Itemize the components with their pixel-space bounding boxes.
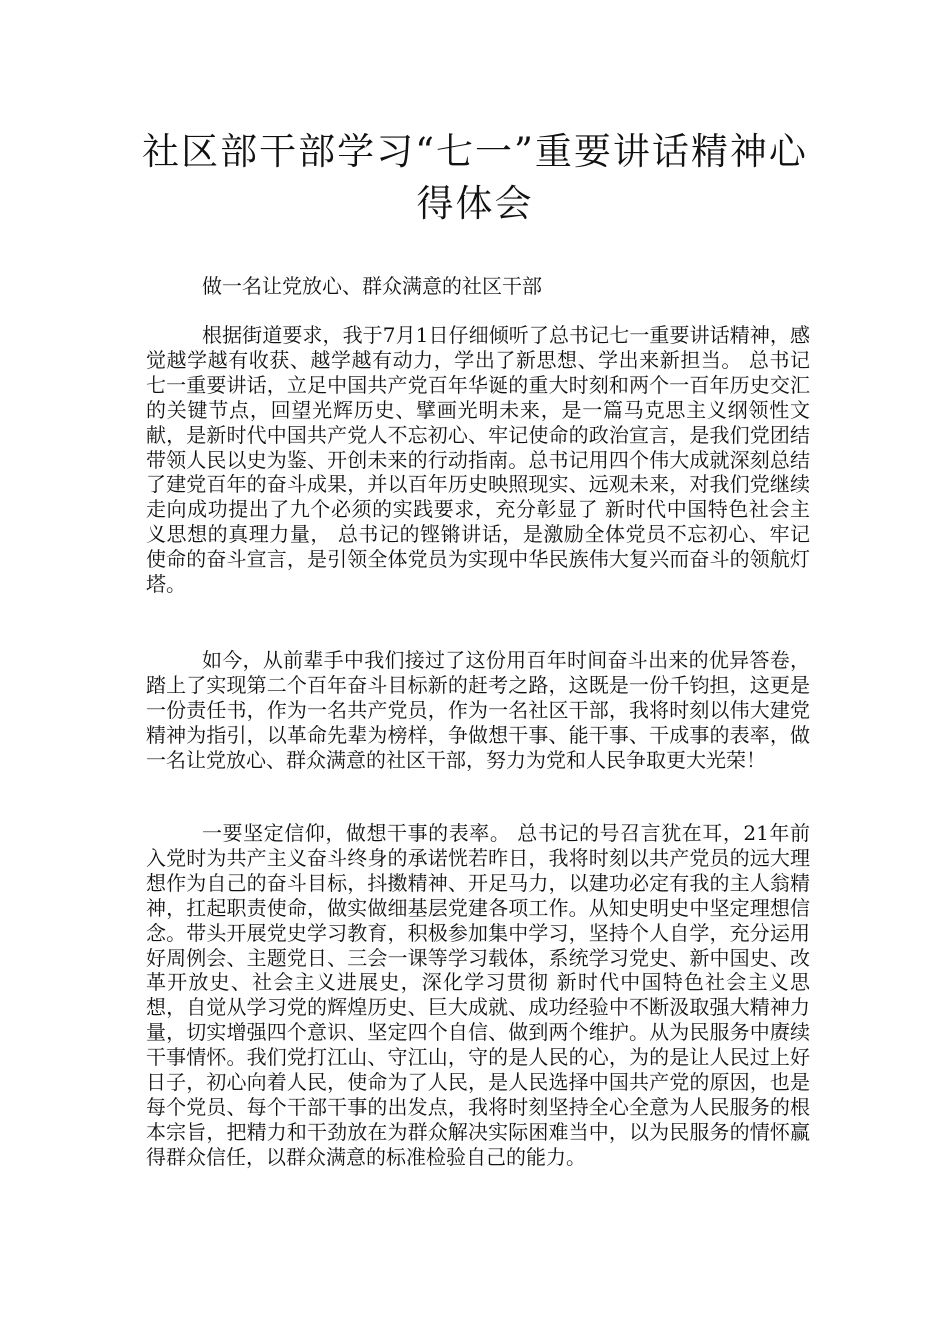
document-subtitle: 做一名让党放心、群众满意的社区干部 bbox=[202, 274, 542, 298]
paragraph-1: 根据街道要求，我于7月1日仔细倾听了总书记七一重要讲话精神，感觉越学越有收获、越学越有动力，学出了新思想、学出来新担当。 总书记七一重要讲话，立足中国共产党百年华诞的重大时刻和两个一百年历史交汇的关键节点，回望光辉历史、擘画光明未来，是一篇马克思主义纲领性文献，是新时代中国共产党人不忘初心、牢记使命的政治宣言，是我们党团结带领人民以史为鉴、开创未来的行动指南。总书记用四个伟大成就深刻总结了建党百年的奋斗成果，并以百年历史映照现实、远观未来，对我们党继续走向成功提出了九个必须的实践要求，充分彰显了 新时代中国特色社会主义思想的真理力量， 总书记的铿锵讲话，是激励全体党员不忘初心、牢记使命的奋斗宣言，是引领全体党员为实现中华民族伟大复兴而奋斗的领航灯塔。 bbox=[146, 323, 810, 597]
paragraph-3: 一要坚定信仰，做想干事的表率。 总书记的号召言犹在耳，21年前入党时为共产主义奋斗终身的承诺恍若昨日，我将时刻以共产党员的远大理想作为自己的奋斗目标，抖擞精神、开足马力，以建功必定有我的主人翁精神，扛起职责使命，做实做细基层党建各项工作。从知史明史中坚定理想信念。带头开展党史学习教育，积极参加集中学习，坚持个人自学，充分运用好周例会、主题党日、三会一课等学习载体，系统学习党史、新中国史、改革开放史、社会主义进展史，深化学习贯彻 新时代中国特色社会主义思想，自觉从学习党的辉煌历史、巨大成就、成功经验中不断汲取强大精神力量，切实增强四个意识、坚定四个自信、做到两个维护。从为民服务中赓续干事情怀。我们党打江山、守江山，守的是人民的心，为的是让人民过上好日子，初心向着人民，使命为了人民，是人民选择中国共产党的原因，也是每个党员、每个干部干事的出发点，我将时刻坚持全心全意为人民服务的根本宗旨，把精力和干劲放在为群众解决实际困难当中，以为民服务的情怀赢得群众信任，以群众满意的标准检验自己的能力。 bbox=[146, 821, 810, 1169]
document-title: 社区部干部学习“七一”重要讲话精神心得体会 bbox=[142, 130, 808, 225]
paragraph-2: 如今，从前辈手中我们接过了这份用百年时间奋斗出来的优异答卷，踏上了实现第二个百年奋斗目标新的赶考之路，这既是一份千钧担，这更是一份责任书，作为一名共产党员，作为一名社区干部，我将时刻以伟大建党精神为指引，以革命先辈为榜样，争做想干事、能干事、干成事的表率，做一名让党放心、群众满意的社区干部，努力为党和人民争取更大光荣！ bbox=[146, 648, 810, 772]
